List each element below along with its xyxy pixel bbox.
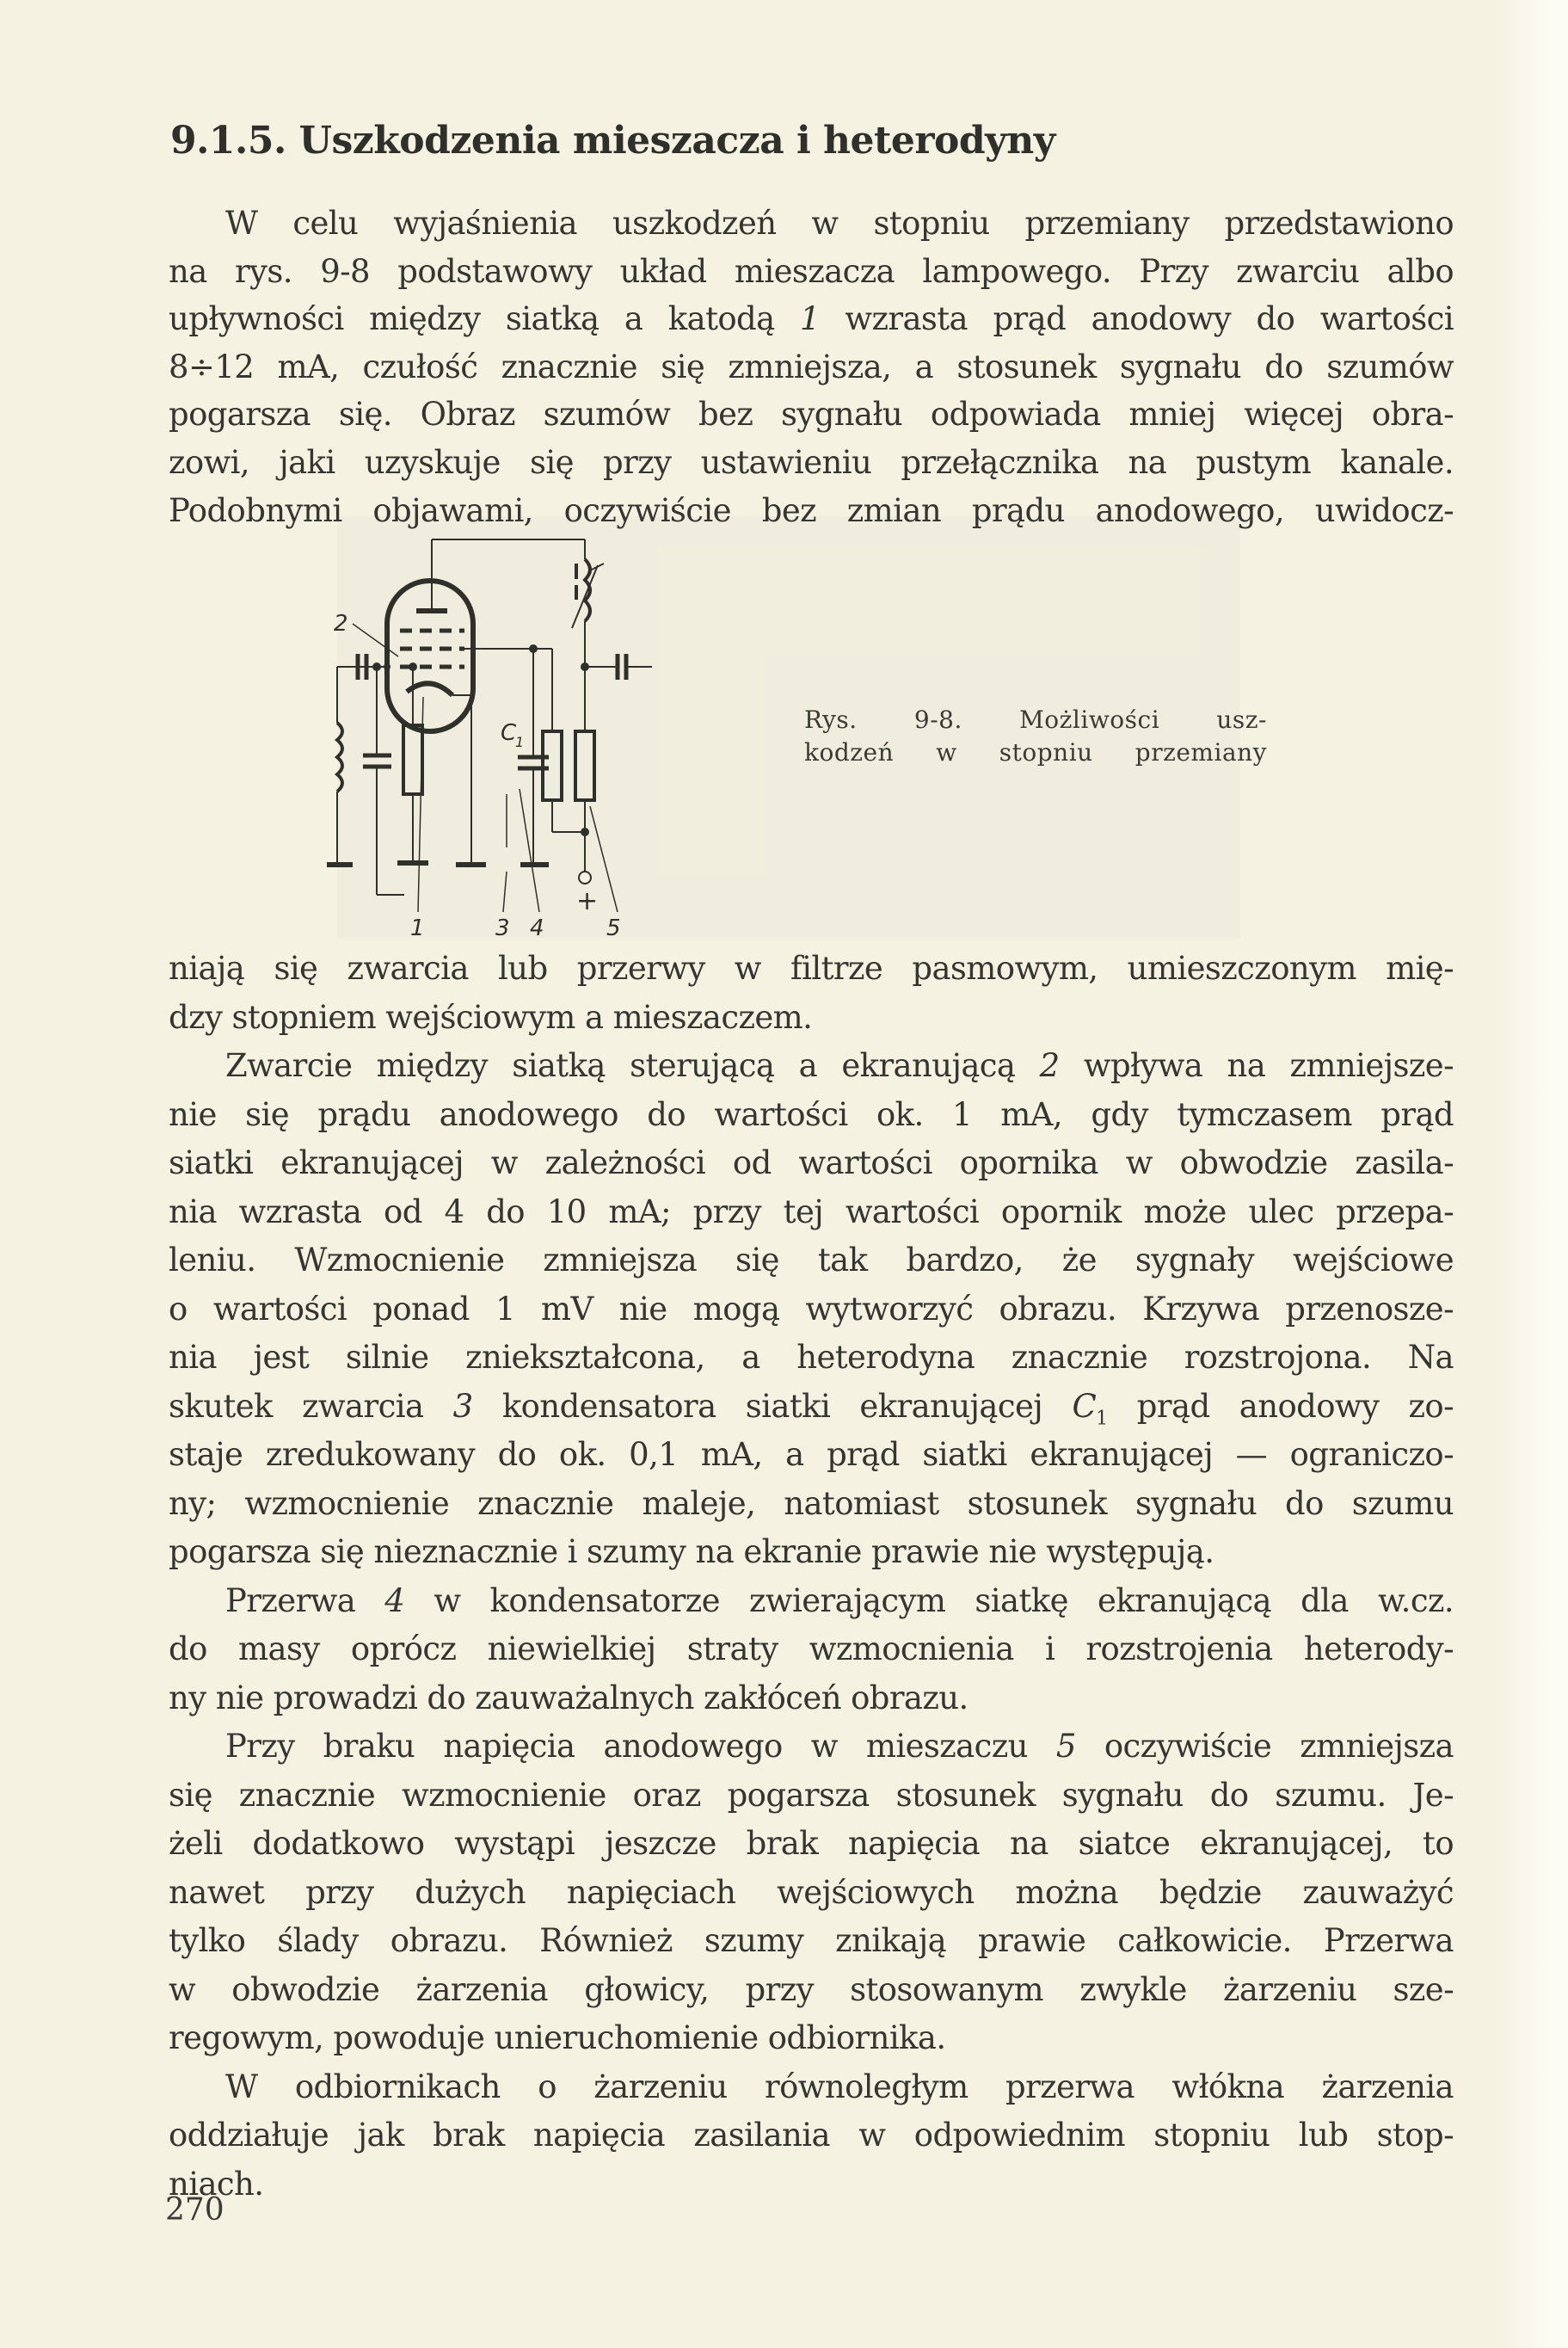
text-line: siatki ekranującej w zależności od wartości opornika w obwodzie zasila- — [169, 1144, 1454, 1181]
label-c1: C — [501, 720, 517, 746]
text-line: niach. — [169, 2165, 264, 2203]
text-line: niają się zwarcia lub przerwy w filtrze pasmowym, umieszczonym mię- — [169, 950, 1454, 987]
ref-number: 4 — [384, 1581, 405, 1619]
ref-number: 2 — [1039, 1047, 1060, 1084]
text-line: na rys. 9-8 podstawowy układ mieszacza lampowego. Przy zwarciu albo — [169, 252, 1454, 290]
text-line: dzy stopniem wejściowym a mieszaczem. — [169, 998, 813, 1036]
section-heading — [170, 119, 1055, 163]
text-line: pogarsza się nieznacznie i szumy na ekranie prawie nie występują. — [169, 1533, 1214, 1570]
label-plus: + — [576, 886, 599, 916]
section-title: Uszkodzenia mieszacza i heterodyny — [298, 119, 1055, 163]
text-line: regowym, powoduje unieruchomienie odbiornika. — [169, 2019, 946, 2056]
text-line: skutek zwarcia 3 kondensatora siatki ekranującej $C_1$ prąd anodowy zo- — [169, 1387, 1454, 1429]
text-line: staje zredukowany do ok. 0,1 mA, a prąd siatki ekranującej — ograniczo- — [169, 1436, 1454, 1473]
text-line: Zwarcie między siatką sterującą a ekranującą 2 wpływa na zmniejsze- — [225, 1047, 1454, 1084]
text-line: do masy oprócz niewielkiej straty wzmocnienia i rozstrojenia heterody- — [169, 1630, 1454, 1667]
text-line: nie się prądu anodowego do wartości ok. 1 mA, gdy tymczasem prąd — [169, 1095, 1454, 1133]
paragraph-1 — [169, 200, 1454, 534]
ref-number: 1 — [800, 300, 820, 338]
text-line: nia jest silnie zniekształcona, a heterodyna znacznie rozstrojona. Na — [169, 1339, 1454, 1376]
text-line: Przy braku napięcia anodowego w mieszaczu 5 oczywiście zmniejsza — [225, 1728, 1454, 1765]
label-3: 3 — [495, 915, 510, 941]
text-line: upływności między siatką a katodą 1 wzrasta prąd anodowy do wartości — [169, 300, 1454, 338]
text-line: pogarsza się. Obraz szumów bez sygnału odpowiada mniej więcej obra- — [169, 396, 1454, 434]
body-text — [169, 945, 1454, 2209]
text-line: nia wzrasta od 4 do 10 mA; przy tej wartości opornik może ulec przepa- — [169, 1192, 1454, 1230]
text-line: ny nie prowadzi do zauważalnych zakłóceń obrazu. — [169, 1679, 968, 1716]
text-line: oddziałuje jak brak napięcia zasilania w odpowiednim stopniu lub stop- — [169, 2117, 1454, 2154]
figure-mixer-schematic — [327, 529, 809, 942]
section-number: 9.1.5. — [170, 119, 286, 163]
page-edge — [1499, 0, 1568, 2348]
text-line: Przerwa 4 w kondensatorze zwierającym siatkę ekranującą dla w.cz. — [225, 1581, 1454, 1619]
text-line: w obwodzie żarzenia głowicy, przy stosowanym zwykle żarzeniu sze- — [169, 1970, 1454, 2008]
text-line: zowi, jaki uzyskuje się przy ustawieniu przełącznika na pustym kanale. — [169, 443, 1454, 481]
text-line: leniu. Wzmocnienie zmniejsza się tak bardzo, że sygnały wejściowe — [169, 1242, 1454, 1279]
page-number: 270 — [165, 2192, 224, 2228]
text-line: nawet przy dużych napięciach wejściowych można będzie zauważyć — [169, 1873, 1454, 1911]
text-line: się znacznie wzmocnienie oraz pogarsza stosunek sygnału do szumu. Je- — [169, 1776, 1454, 1814]
ref-number: 3 — [452, 1387, 473, 1425]
label-c1-sub: 1 — [515, 734, 525, 750]
label-5: 5 — [606, 915, 621, 941]
label-2: 2 — [334, 611, 348, 637]
label-4: 4 — [530, 915, 544, 941]
label-1: 1 — [410, 915, 425, 941]
text-line: o wartości ponad 1 mV nie mogą wytworzyć obrazu. Krzywa przenosze- — [169, 1290, 1454, 1328]
ref-number: 5 — [1055, 1728, 1076, 1765]
text-line: 8÷12 mA, czułość znacznie się zmniejsza, a stosunek sygnału do szumów — [169, 348, 1454, 385]
text-line: W celu wyjaśnienia uszkodzeń w stopniu przemiany przedstawiono — [225, 205, 1454, 242]
text-line: ny; wzmocnienie znacznie maleje, natomiast stosunek sygnału do szumu — [169, 1484, 1454, 1522]
text-line: Podobnymi objawami, oczywiście bez zmian prądu anodowego, uwidocz- — [169, 491, 1454, 529]
caption-line: Rys. 9-8. Możliwości usz- — [804, 706, 1267, 734]
figure-caption — [804, 704, 1267, 769]
text-line: tylko ślady obrazu. Również szumy znikają prawie całkowicie. Przerwa — [169, 1922, 1454, 1959]
schematic-diagram — [327, 529, 809, 942]
text-line: żeli dodatkowo wystąpi jeszcze brak napięcia na siatce ekranującej, to — [169, 1825, 1454, 1862]
text-line: W odbiornikach o żarzeniu równoległym przerwa włókna żarzenia — [225, 2068, 1454, 2105]
caption-line: kodzeń w stopniu przemiany — [804, 738, 1267, 767]
